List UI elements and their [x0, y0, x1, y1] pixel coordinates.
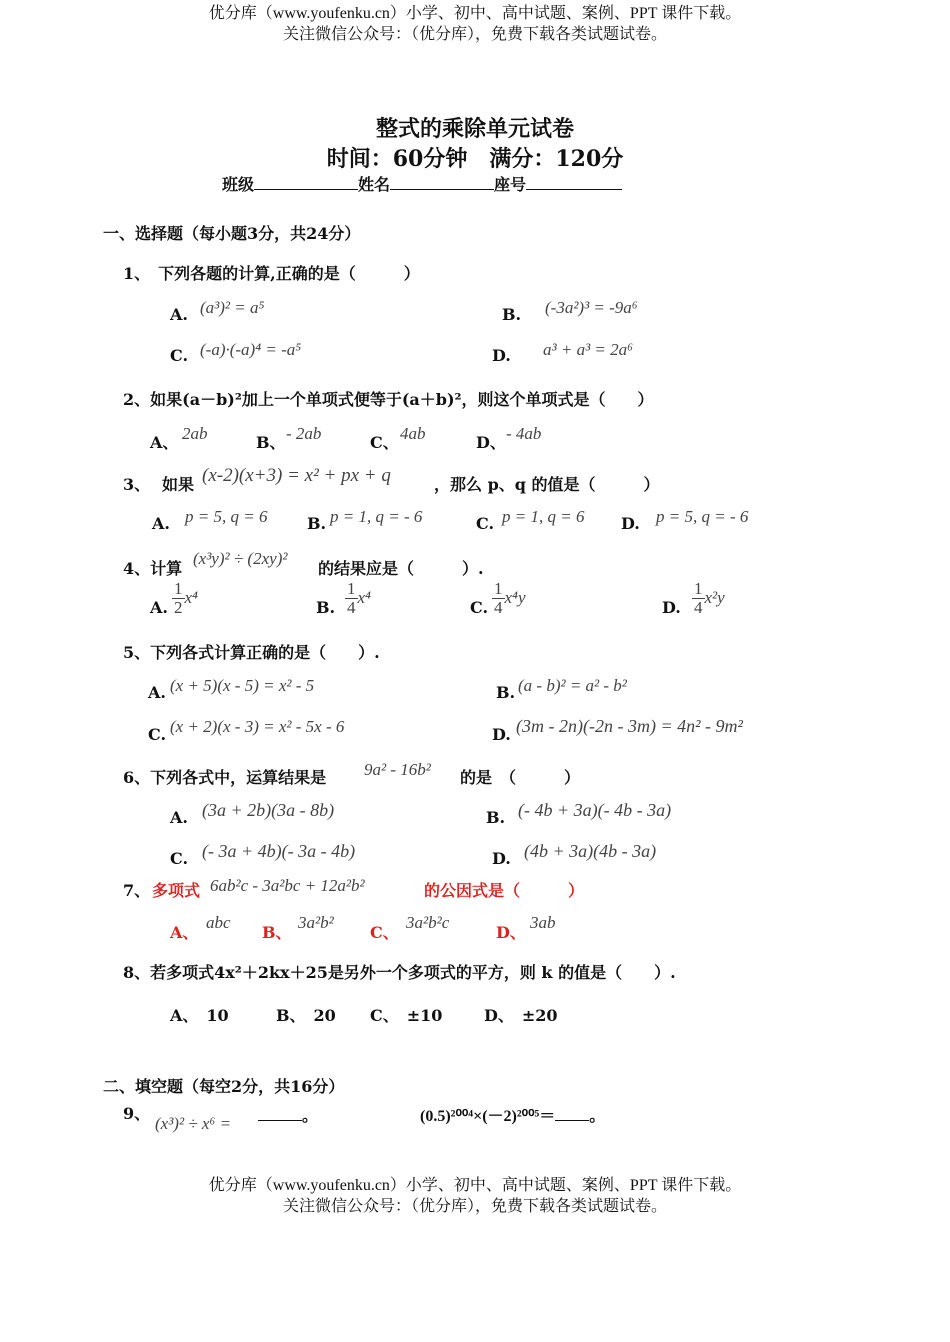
q7-c: 3a²b²c	[406, 913, 450, 932]
q4-a-fraction	[172, 580, 185, 617]
q6-expr: 9a² - 16b²	[364, 760, 431, 779]
q7-d: 3ab	[530, 913, 556, 932]
q1-c: (-a)·(-a)⁴ = -a⁵	[200, 340, 302, 359]
header-line-1: 优分库（www.youfenku.cn）小学、初中、高中试题、案例、PPT 课件下载。	[208, 5, 742, 22]
q1-b-label: B.	[502, 305, 522, 324]
q7-d-label: D、	[496, 923, 526, 942]
q4-b-fraction	[345, 580, 358, 617]
seat-blank[interactable]	[526, 189, 622, 190]
q6-c: (- 3a + 4b)(- 3a - 4b)	[202, 841, 356, 861]
q4-c-den: 4	[494, 598, 503, 617]
q4-d-fraction	[692, 580, 705, 617]
q4-b-num: 1	[347, 579, 356, 598]
q7-pre: 多项式	[152, 881, 201, 900]
q4-d-label: D.	[662, 598, 681, 617]
q9-end2: 。	[589, 1108, 606, 1125]
q2-c-label: C、	[370, 433, 399, 452]
q9-expr: (x³)² ÷ x⁶ =	[155, 1114, 232, 1133]
q7-a-label: A、	[170, 923, 199, 942]
footer-line-1: 优分库（www.youfenku.cn）小学、初中、高中试题、案例、PPT 课件下载。	[208, 1177, 742, 1194]
name-label: 姓名	[358, 175, 391, 194]
q4-d-num: 1	[694, 579, 703, 598]
q6-b: (- 4b + 3a)(- 4b - 3a)	[518, 800, 672, 820]
q4-pre: 4、计算	[123, 559, 183, 578]
q3-num: 3、	[123, 475, 151, 494]
q5-b: (a - b)² = a² - b²	[518, 676, 627, 695]
q3-c-label: C.	[476, 514, 495, 533]
q1-d-label: D.	[492, 346, 511, 365]
q9-expr2: (0.5)²⁰⁰⁴×(－2)²⁰⁰⁵＝	[420, 1108, 556, 1125]
q7-post: 的公因式是（ ）	[424, 881, 585, 900]
q9-end: 。	[302, 1106, 319, 1125]
q1-stem: 1、 下列各题的计算,正确的是（ ）	[123, 264, 420, 283]
page-title: 整式的乘除单元试卷	[375, 116, 574, 142]
q5-d: (3m - 2n)(-2n - 3m) = 4n² - 9m²	[516, 716, 743, 736]
q3-c: p = 1, q = 6	[502, 507, 585, 526]
q4-expr: (x³y)² ÷ (2xy)²	[193, 549, 288, 568]
q6-d: (4b + 3a)(4b - 3a)	[524, 841, 657, 861]
header-line-2: 关注微信公众号：（优分库），免费下载各类试题试卷。	[282, 26, 667, 43]
q3-a: p = 5, q = 6	[185, 507, 268, 526]
q7-b-label: B、	[262, 923, 292, 942]
q3-pre: 如果	[162, 475, 195, 494]
q8-a: A、 10	[170, 1006, 229, 1025]
q7-b: 3a²b²	[298, 913, 334, 932]
q2-c: 4ab	[400, 424, 426, 443]
q9-blank-2[interactable]	[555, 1120, 589, 1121]
name-blank[interactable]	[390, 189, 494, 190]
q4-c-label: C.	[470, 598, 489, 617]
q4-d-var: x²y	[704, 588, 725, 607]
class-label: 班级	[222, 175, 255, 194]
q7-num: 7、	[123, 881, 151, 900]
class-blank[interactable]	[254, 189, 358, 190]
q8-c: C、 ±10	[370, 1006, 443, 1025]
q7-c-label: C、	[370, 923, 399, 942]
q8-stem: 8、若多项式4x²＋2kx＋25是另外一个多项式的平方，则 k 的值是（ ）.	[123, 963, 676, 982]
q6-b-label: B.	[486, 808, 506, 827]
q2-a: 2ab	[182, 424, 208, 443]
q2-d-label: D、	[476, 433, 506, 452]
q1-a: (a³)² = a⁵	[200, 298, 265, 317]
q1-c-label: C.	[170, 346, 189, 365]
q3-expr: (x-2)(x+3) = x² + px + q	[202, 465, 391, 486]
q4-a-label: A.	[150, 598, 168, 617]
q5-b-label: B.	[496, 683, 516, 702]
q7-expr: 6ab²c - 3a²bc + 12a²b²	[210, 876, 365, 895]
q4-c-var: x⁴y	[504, 588, 526, 607]
q5-c-label: C.	[148, 725, 167, 744]
q3-d-label: D.	[621, 514, 640, 533]
q3-post: ，那么 p、q 的值是（ ）	[434, 475, 660, 494]
section-2-heading: 二、填空题（每空2分，共16分）	[103, 1077, 345, 1096]
section-1-heading: 一、选择题（每小题3分，共24分）	[103, 224, 361, 243]
q4-c-fraction	[492, 580, 505, 617]
q4-a-den: 2	[174, 598, 183, 617]
q2-b: - 2ab	[286, 424, 322, 443]
q5-stem: 5、下列各式计算正确的是（ ）.	[123, 643, 380, 662]
q6-a-label: A.	[170, 808, 188, 827]
q3-a-label: A.	[152, 514, 170, 533]
page-subtitle: 时间：60分钟 满分：120分	[326, 146, 624, 172]
q1-d: a³ + a³ = 2a⁶	[543, 340, 634, 359]
q4-a-var: x⁴	[184, 588, 198, 607]
q4-c	[492, 580, 526, 617]
q8-b: B、 20	[276, 1006, 336, 1025]
seat-label: 座号	[494, 175, 527, 194]
q4-c-num: 1	[494, 579, 503, 598]
q4-a-num: 1	[174, 579, 183, 598]
q6-pre: 6、下列各式中，运算结果是	[123, 768, 327, 787]
q5-c: (x + 2)(x - 3) = x² - 5x - 6	[170, 717, 345, 736]
student-info	[222, 172, 622, 195]
q9-blank[interactable]	[258, 1120, 302, 1121]
q5-a-label: A.	[148, 683, 166, 702]
q6-a: (3a + 2b)(3a - 8b)	[202, 800, 335, 820]
q6-c-label: C.	[170, 849, 189, 868]
q9-part2	[420, 1103, 605, 1126]
q4-b	[345, 580, 371, 617]
q3-b: p = 1, q = - 6	[330, 507, 423, 526]
q5-a: (x + 5)(x - 5) = x² - 5	[170, 676, 315, 695]
q4-b-label: B.	[316, 598, 336, 617]
q2-d: - 4ab	[506, 424, 542, 443]
q2-stem: 2、如果(a－b)²加上一个单项式便等于(a＋b)²，则这个单项式是（ ）	[123, 390, 654, 409]
q4-d	[692, 580, 725, 617]
q2-a-label: A、	[150, 433, 179, 452]
q6-d-label: D.	[492, 849, 511, 868]
q3-b-label: B.	[307, 514, 327, 533]
q4-d-den: 4	[694, 598, 703, 617]
q4-b-den: 4	[347, 598, 356, 617]
footer-line-2: 关注微信公众号：（优分库），免费下载各类试题试卷。	[282, 1198, 667, 1215]
q8-d: D、 ±20	[484, 1006, 558, 1025]
q1-a-label: A.	[170, 305, 188, 324]
q4-a	[172, 580, 198, 617]
q4-post: 的结果应是（ ）.	[318, 559, 484, 578]
q2-b-label: B、	[256, 433, 286, 452]
q4-b-var: x⁴	[357, 588, 371, 607]
q3-d: p = 5, q = - 6	[656, 507, 749, 526]
q9-num: 9、	[123, 1104, 151, 1123]
q7-a: abc	[206, 913, 231, 932]
q1-b: (-3a²)³ = -9a⁶	[545, 298, 638, 317]
q9-answer	[258, 1103, 318, 1126]
q6-post: 的是 （ ）	[460, 768, 581, 787]
q5-d-label: D.	[492, 725, 511, 744]
